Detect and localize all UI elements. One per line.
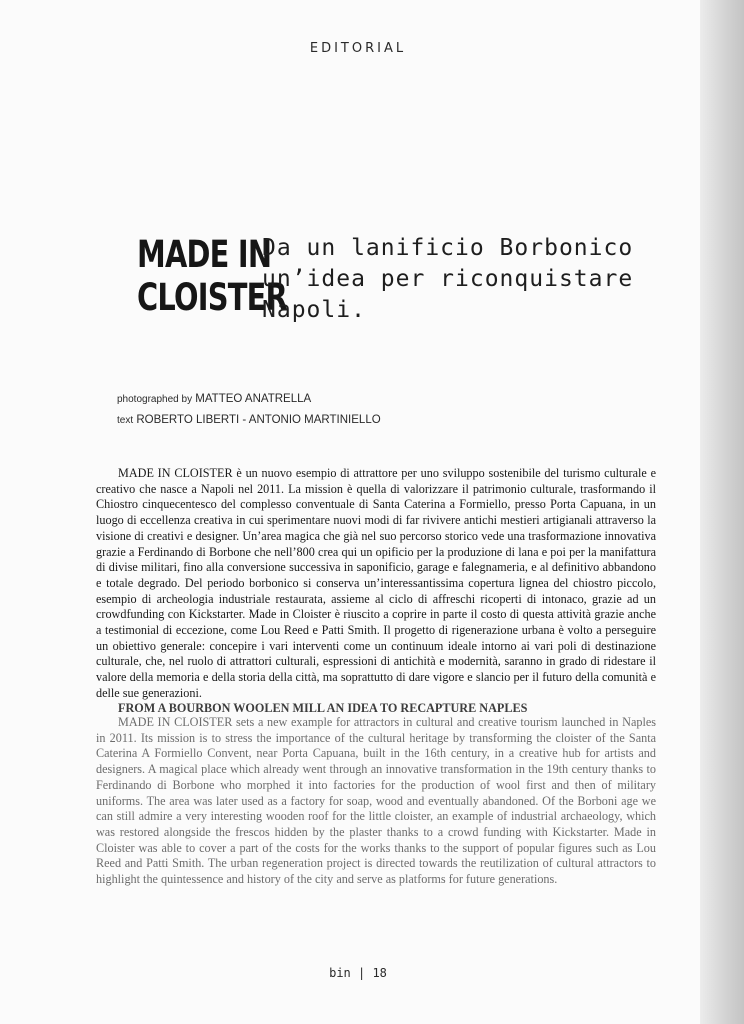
article-title (137, 233, 287, 319)
photo-credit-names: MATTEO ANATRELLA (195, 393, 312, 405)
article-subtitle (262, 233, 682, 326)
photo-credit (117, 389, 617, 410)
text-credit (117, 410, 617, 431)
english-body-text: MADE IN CLOISTER sets a new example for attractors in cultural and creative tourism launched in Naples in 2011. Its mission is to stress the importance of the cultural heritage by transforming the cloister of the Santa Caterina A Formiello Convent, near Porta Capuana, built in the 16th century, in a creative hub for artists and designers. A magical place which already went through an innovative transformation in the 19th century thanks to Ferdinando di Borbone who morphed it into factories for the production of wool first and then of military uniforms. The area was later used as a factory for soap, wood and eventually abandoned. Of the Borboni age we can still admire a very interesting wooden roof for the little cloister, an example of industrial archaeology, which was restored alongside the frescos hidden by the plaster thanks to a crowd funding with Kickstarter. Made in Cloister was able to cover a part of the costs for the works thanks to the support of popular figures such as Lou Reed and Patti Smith. The urban regeneration project is directed towards the reutilization of cultural attractors to highlight the quintessence and history of the city and serve as platforms for future generations. (96, 715, 656, 887)
subtitle-line-1: Da un lanificio Borbonico (262, 235, 634, 261)
article-title-line-2: CLOISTER (137, 276, 287, 319)
text-credit-role: text (117, 415, 134, 426)
subtitle-line-2: un’idea per riconquistare (262, 266, 634, 292)
english-heading: FROM A BOURBON WOOLEN MILL AN IDEA TO RECAPTURE NAPLES (118, 701, 528, 715)
text-credit-names: ROBERTO LIBERTI - ANTONIO MARTINIELLO (136, 414, 381, 426)
photo-credit-role: photographed by (117, 394, 193, 405)
page-gutter-shadow (700, 0, 744, 1024)
section-label: EDITORIAL (309, 41, 407, 56)
italian-body-text: MADE IN CLOISTER è un nuovo esempio di attrattore per uno sviluppo sostenibile del turismo culturale e creativo che nasce a Napoli nel 2011. La mission è quella di valorizzare il patrimonio culturale, trasformando il Chiostro cinquecentesco del complesso conventuale di Santa Caterina a Formiello, presso Porta Capuana, in un luogo di eccellenza creativa in cui sperimentare nuovi modi di far rivivere antichi mestieri artigianali attraverso la visione di creativi e designer. Un’area magica che già nel suo percorso storico vede una trasformazione innovativa grazie a Ferdinando di Borbone che nell’800 crea qui un opificio per la produzione di lana e poi per la manifattura di divise militari, fino alla conversione successiva in saponificio, garage e falegnameria, e al definitivo abbandono e totale degrado. Del periodo borbonico si conserva un’interessantissima copertura lignea del chiostro piccolo, esempio di archeologia industriale restaurata, assieme al ciclo di affreschi ricoperti di intonaco, grazie ad un crowdfunding con Kickstarter. Made in Cloister è riuscito a coprire in parte il costo di questa attività grazie anche a testimonial di eccezione, come Lou Reed e Patti Smith. Il progetto di rigenerazione urbana è volto a perseguire un obiettivo generale: concepire i vari interventi come un continuum ideale intorno ai vari poli di destinazione culturale, che, nel ruolo di attrattori culturali, espressioni di antichità e modernità, saranno in grado di ridestare il valore della memoria e della storia della città, ma soprattutto di dare vigore e slancio per il futuro della comunità e delle sue generazioni. (96, 466, 656, 700)
page-number: bin | 18 (329, 966, 387, 980)
article-credits (117, 389, 617, 431)
subtitle-line-3: Napoli. (262, 297, 366, 323)
article-title-line-1: MADE IN (137, 233, 272, 276)
